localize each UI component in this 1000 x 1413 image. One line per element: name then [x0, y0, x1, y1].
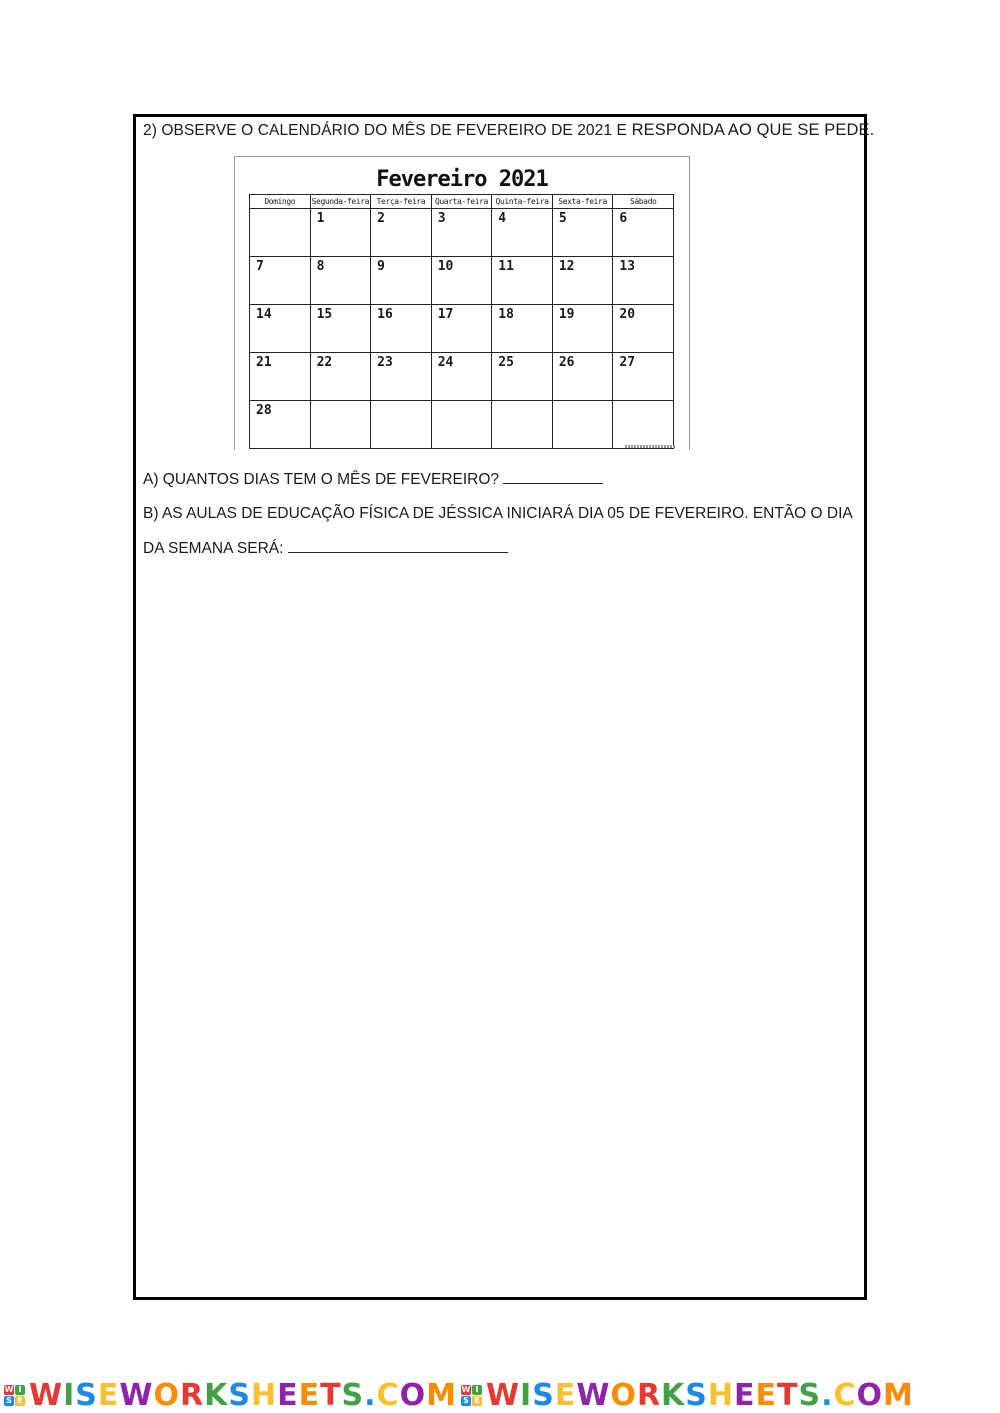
day-number: 21 [256, 355, 272, 370]
calendar-day-cell [552, 305, 613, 353]
footer-watermark [0, 1378, 1000, 1413]
calendar-day-cell [250, 209, 311, 257]
calendar-day-cell [431, 353, 492, 401]
calendar-day-cell [492, 305, 553, 353]
day-number: 11 [498, 259, 514, 274]
day-number: 25 [498, 355, 514, 370]
calendar-day-cell [613, 305, 674, 353]
day-number: 1 [316, 211, 325, 226]
logo-icon: W I S E [4, 1385, 25, 1406]
day-number: 13 [619, 259, 636, 274]
footer-logo-1 [4, 1378, 457, 1413]
day-number: 16 [377, 307, 393, 322]
day-number: 6 [619, 211, 628, 226]
heading-part1: 2) OBSERVE O CALENDÁRIO DO MÊS DE FEVEREIRO DE 2021 E [143, 122, 627, 139]
answer-a-blank[interactable] [503, 470, 603, 484]
heading-part2: RESPONDA AO QUE SE PEDE. [626, 121, 875, 139]
footer-logo-2 [461, 1378, 914, 1413]
calendar-day-cell [250, 305, 311, 353]
calendar-day-cell [371, 209, 432, 257]
day-number: 26 [558, 355, 575, 370]
calendar-day-cell [552, 401, 613, 449]
weekday-header: Quinta-feira [492, 195, 553, 209]
weekday-header: Sábado [613, 195, 674, 209]
day-number: 19 [558, 307, 575, 322]
calendar-week-row [250, 305, 674, 353]
day-number: 24 [437, 355, 454, 370]
weekday-header: Sexta-feira [552, 195, 613, 209]
logo-icon: W I S E [461, 1385, 482, 1406]
calendar-day-cell [613, 401, 674, 449]
calendar-day-cell [492, 401, 553, 449]
calendar-day-cell [371, 305, 432, 353]
calendar-day-cell [552, 353, 613, 401]
question-b-line1: B) AS AULAS DE EDUCAÇÃO FÍSICA DE JÉSSICA INICIARÁ DIA 05 DE FEVEREIRO. ENTÃO O DIA [143, 505, 853, 522]
calendar-week-row [250, 401, 674, 449]
calendar-day-cell [492, 257, 553, 305]
calendar-day-cell [310, 209, 371, 257]
logo-text: WISEWORKSHEETS.COM [29, 1378, 457, 1413]
calendar-day-cell [310, 305, 371, 353]
question-a-text: A) QUANTOS DIAS TEM O MÊS DE FEVEREIRO? [143, 471, 504, 488]
day-number: 9 [377, 259, 385, 274]
calendar-week-row [250, 353, 674, 401]
day-number: 28 [256, 403, 272, 418]
day-number: 14 [256, 307, 272, 322]
calendar-day-cell [552, 257, 613, 305]
calendar-title: Fevereiro 2021 [376, 167, 548, 192]
question-a [143, 470, 603, 489]
weekday-header: Segunda-feira [310, 195, 371, 209]
answer-b-blank[interactable] [288, 539, 508, 553]
calendar-week-row [250, 257, 674, 305]
calendar-day-cell [431, 305, 492, 353]
weekday-header: Quarta-feira [431, 195, 492, 209]
day-number: 10 [437, 259, 454, 274]
calendar-day-cell [431, 401, 492, 449]
weekday-header: Domingo [250, 195, 311, 209]
day-number: 20 [619, 307, 636, 322]
calendar-weekday-row [250, 195, 674, 209]
day-number: 5 [558, 211, 567, 226]
calendar-day-cell [250, 257, 311, 305]
question-b-line2 [143, 539, 508, 558]
calendar-day-cell [250, 353, 311, 401]
calendar-day-cell [431, 209, 492, 257]
calendar-day-cell [310, 257, 371, 305]
day-number: 12 [558, 259, 575, 274]
day-number: 2 [377, 211, 385, 226]
logo-text: WISEWORKSHEETS.COM [485, 1378, 914, 1413]
calendar-day-cell [613, 353, 674, 401]
day-number: 23 [377, 355, 393, 370]
calendar-day-cell [613, 257, 674, 305]
calendar-day-cell [310, 401, 371, 449]
question-b-text: DA SEMANA SERÁ: [143, 540, 288, 557]
day-number: 8 [316, 259, 325, 274]
calendar-day-cell [552, 209, 613, 257]
calendar-grid [249, 194, 674, 449]
day-number: 4 [498, 211, 507, 226]
day-number: 17 [437, 307, 454, 322]
calendar-day-cell [492, 209, 553, 257]
calendar-day-cell [250, 401, 311, 449]
day-number: 27 [619, 355, 636, 370]
calendar-day-cell [371, 353, 432, 401]
calendar-image [234, 156, 690, 450]
calendar-day-cell [613, 209, 674, 257]
calendar-credit-mark [625, 445, 675, 448]
calendar-day-cell [431, 257, 492, 305]
day-number: 18 [498, 307, 514, 322]
day-number: 22 [316, 355, 333, 370]
day-number: 3 [437, 211, 446, 226]
calendar-day-cell [371, 257, 432, 305]
day-number: 7 [256, 259, 264, 274]
day-number: 15 [316, 307, 333, 322]
calendar-day-cell [371, 401, 432, 449]
calendar-day-cell [492, 353, 553, 401]
question-heading [143, 121, 874, 140]
calendar-week-row [250, 209, 674, 257]
weekday-header: Terça-feira [371, 195, 432, 209]
calendar-day-cell [310, 353, 371, 401]
